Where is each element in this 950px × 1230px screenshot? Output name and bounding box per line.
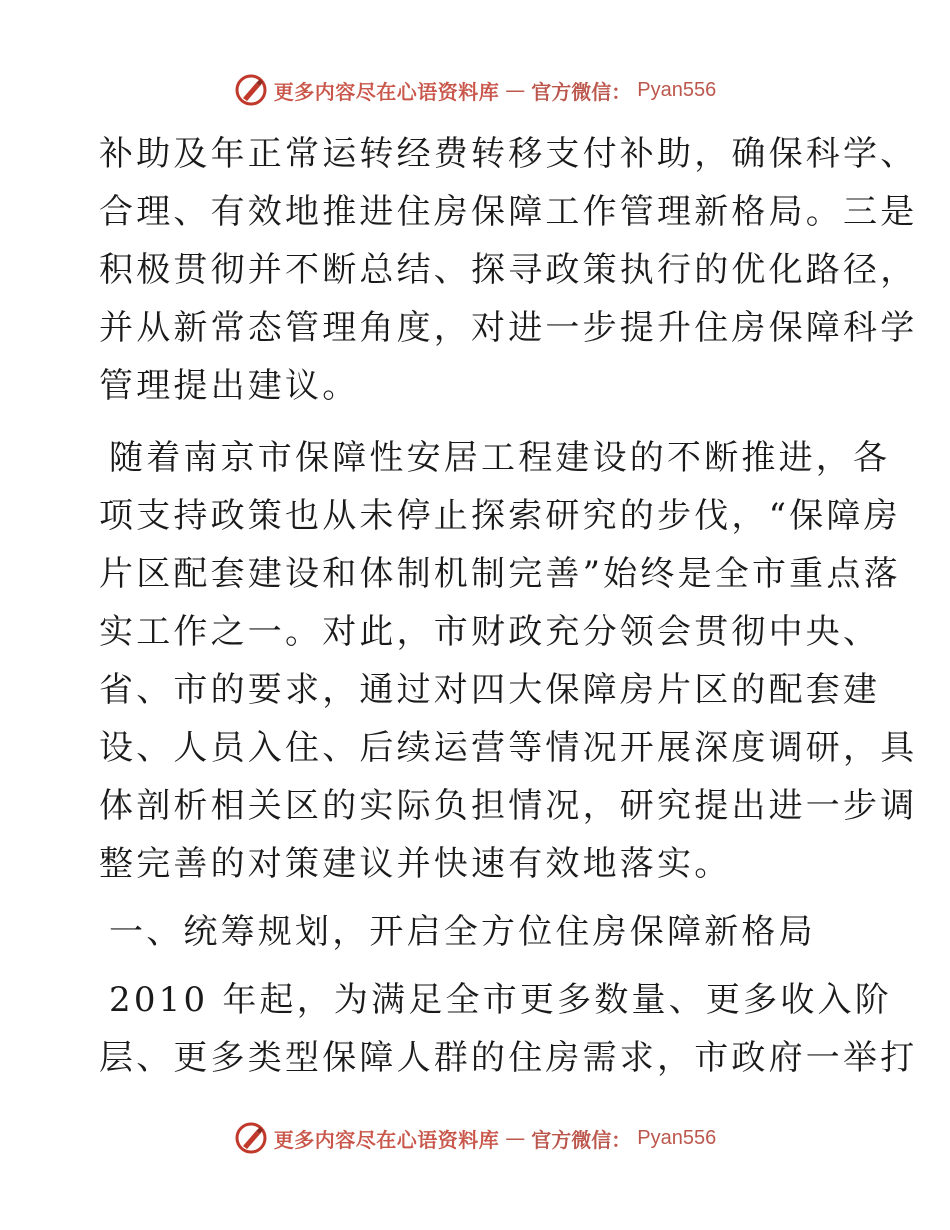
watermark-label: 官方微信： <box>531 79 632 104</box>
text-line: 层、更多类型保障人群的住房需求，市政府一举打 <box>99 1038 918 1078</box>
header-watermark <box>0 70 950 110</box>
text-line: 体剖析相关区的实际负担情况，研究提出进一步调 <box>99 786 918 826</box>
text-line: 整完善的对策建议并快速有效地落实。 <box>99 844 732 884</box>
paragraph-1 <box>99 125 918 415</box>
text-line: 补助及年正常运转经费转移支付补助，确保科学、 <box>99 134 918 174</box>
document-body <box>99 125 918 1087</box>
watermark-dash: — <box>505 78 526 102</box>
text-line: 随着南京市保障性安居工程建设的不断推进，各 <box>109 438 891 478</box>
text-line: 设、人员入住、后续运营等情况开展深度调研，具 <box>99 728 918 768</box>
section-heading: 一、统筹规划，开启全方位住房保障新格局 <box>109 912 816 952</box>
pen-logo-icon <box>234 73 268 107</box>
text-line: 2010 年起，为满足全市更多数量、更多收入阶 <box>109 980 892 1020</box>
text-line: 项支持政策也从未停止探索研究的步伐，“保障房 <box>99 496 901 536</box>
footer-watermark <box>0 1118 950 1158</box>
watermark-text: 更多内容尽在心语资料库 <box>273 79 500 104</box>
paragraph-3 <box>99 971 918 1087</box>
text-line: 并从新常态管理角度，对进一步提升住房保障科学 <box>99 308 918 348</box>
text-line: 省、市的要求，通过对四大保障房片区的配套建 <box>99 670 881 710</box>
watermark-dash: — <box>505 1126 526 1150</box>
pen-logo-icon <box>234 1121 268 1155</box>
text-line: 管理提出建议。 <box>99 366 360 406</box>
paragraph-2 <box>99 429 918 893</box>
watermark-label: 官方微信： <box>531 1127 632 1152</box>
text-line: 积极贯彻并不断总结、探寻政策执行的优化路径， <box>99 250 918 290</box>
watermark-id: Pyan556 <box>637 1126 717 1149</box>
watermark-text: 更多内容尽在心语资料库 <box>273 1127 500 1152</box>
text-line: 实工作之一。对此，市财政充分领会贯彻中央、 <box>99 612 881 652</box>
text-line: 合理、有效地推进住房保障工作管理新格局。三是 <box>99 192 918 232</box>
watermark-id: Pyan556 <box>637 78 717 101</box>
text-line: 片区配套建设和体制机制完善”始终是全市重点落 <box>99 554 901 594</box>
